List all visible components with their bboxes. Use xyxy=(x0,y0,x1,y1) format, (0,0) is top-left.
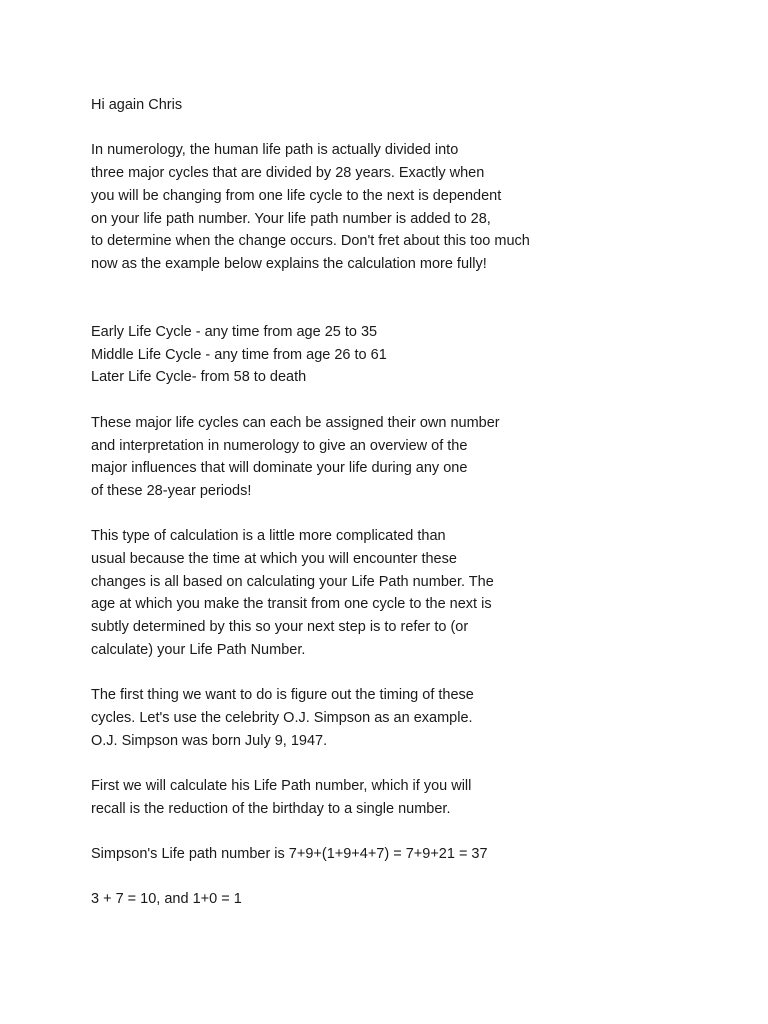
text-line: Hi again Chris xyxy=(91,97,183,113)
life-path-formula xyxy=(91,843,731,866)
text-line: of these 28-year periods! xyxy=(91,482,252,499)
text-line: changes is all based on calculating your Life Path number. The xyxy=(91,573,494,590)
text-line: In numerology, the human life path is actually divided into xyxy=(91,142,459,159)
early-life-cycle-line: Early Life Cycle - any time from age 25 to 35 xyxy=(91,324,378,340)
cycles-interpretation-paragraph xyxy=(91,412,731,503)
text-line: The first thing we want to do is figure out the timing of these xyxy=(91,687,474,704)
text-line: This type of calculation is a little more complicated than xyxy=(91,528,446,545)
text-line: recall is the reduction of the birthday to a single number. xyxy=(91,800,451,817)
example-paragraph xyxy=(91,684,731,752)
middle-life-cycle-line: Middle Life Cycle - any time from age 26 to 61 xyxy=(91,346,387,363)
text-line: subtly determined by this so your next step is to refer to (or xyxy=(91,619,469,636)
life-cycles-list xyxy=(91,321,731,389)
intro-paragraph xyxy=(91,139,731,275)
text-line: calculate) your Life Path Number. xyxy=(91,641,306,658)
text-line: 3 + 7 = 10, and 1+0 = 1 xyxy=(91,891,242,908)
life-path-intro-paragraph xyxy=(91,775,731,820)
text-line: on your life path number. Your life path number is added to 28, xyxy=(91,210,491,227)
reduction-formula xyxy=(91,888,731,911)
text-line: cycles. Let's use the celebrity O.J. Simpson as an example. xyxy=(91,709,473,726)
text-line: usual because the time at which you will encounter these xyxy=(91,551,457,567)
text-line: to determine when the change occurs. Don't fret about this too much xyxy=(91,233,530,250)
text-line: O.J. Simpson was born July 9, 1947. xyxy=(91,732,328,749)
calculation-paragraph xyxy=(91,525,731,661)
document-body xyxy=(91,94,731,934)
text-line: and interpretation in numerology to give an overview of the xyxy=(91,437,468,454)
greeting-paragraph xyxy=(91,94,731,117)
text-line: Simpson's Life path number is 7+9+(1+9+4+7) = 7+9+21 = 37 xyxy=(91,846,488,863)
later-life-cycle-line: Later Life Cycle- from 58 to death xyxy=(91,369,307,386)
text-line: you will be changing from one life cycle to the next is dependent xyxy=(91,187,502,204)
text-line: now as the example below explains the calculation more fully! xyxy=(91,255,487,272)
text-line: These major life cycles can each be assigned their own number xyxy=(91,414,500,431)
text-line: major influences that will dominate your life during any one xyxy=(91,460,468,477)
text-line: age at which you make the transit from one cycle to the next is xyxy=(91,596,492,613)
text-line: First we will calculate his Life Path number, which if you will xyxy=(91,778,472,794)
text-line: three major cycles that are divided by 28 years. Exactly when xyxy=(91,165,485,182)
